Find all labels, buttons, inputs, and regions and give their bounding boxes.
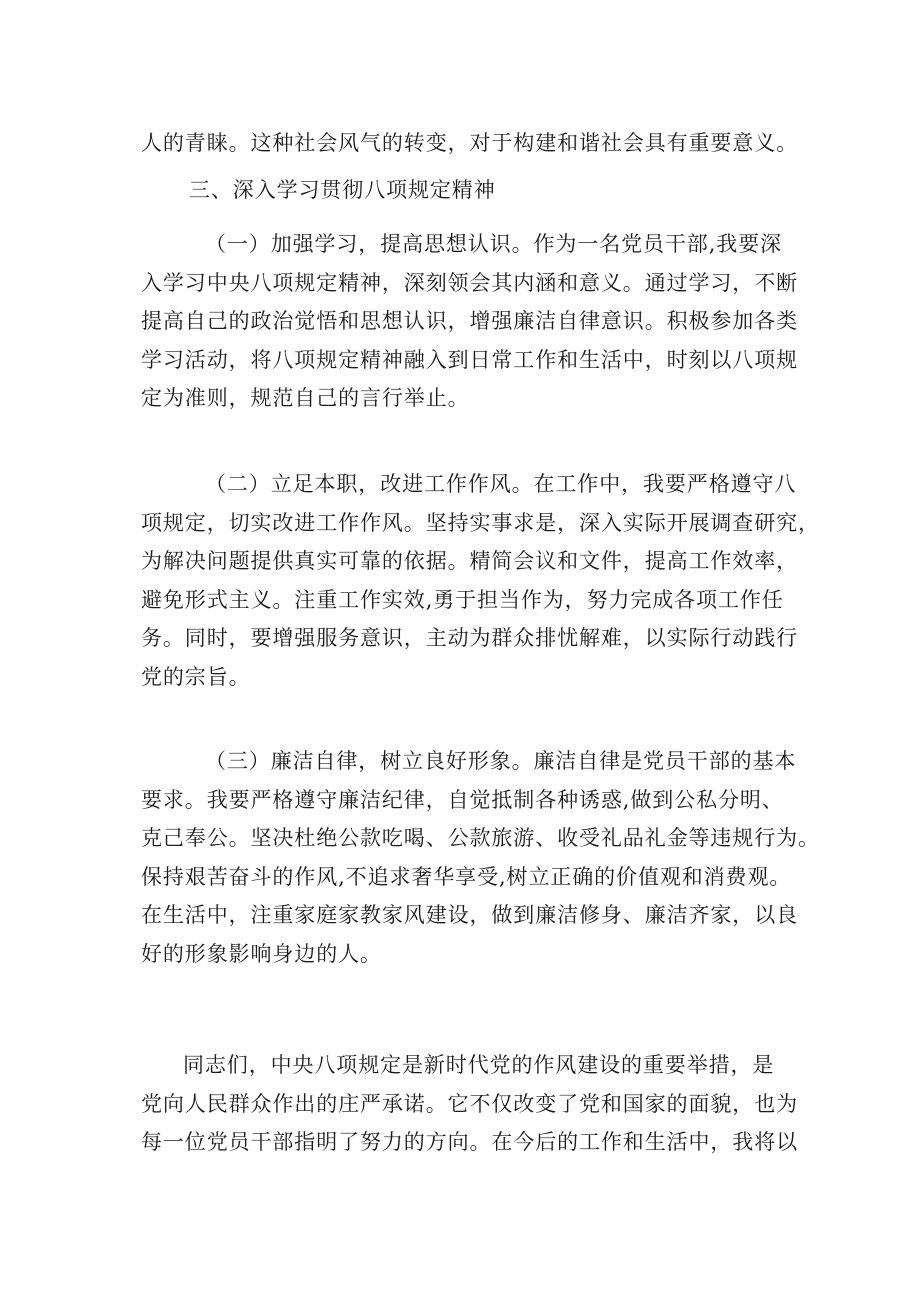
paragraph-work-style-line-5: 务。同时，要增强服务意识，主动为群众排忧解难，以实际行动践行: [141, 626, 798, 650]
paragraph-closing-line-2: 党向人民群众作出的庄严承诺。它不仅改变了党和国家的面貌，也为: [141, 1091, 798, 1116]
intro-line-1: 人的青睐。这种社会风气的转变，对于构建和谐社会具有重要意义。: [141, 131, 798, 155]
section-heading: [141, 171, 781, 210]
paragraph-work-style-line-2: 项规定，切实改进工作作风。坚持实事求是，深入实际开展调查研究，: [141, 510, 820, 535]
intro-paragraph-tail: [141, 124, 798, 163]
paragraph-integrity-line-6: 好的形象影响身边的人。: [141, 941, 382, 966]
paragraph-integrity: [141, 742, 820, 973]
paragraph-closing: [141, 1046, 798, 1162]
paragraph-integrity-line-5: 在生活中，注重家庭家教家风建设，做到廉洁修身、廉洁齐家，以良: [141, 903, 798, 927]
paragraph-study-line-5: 定为准则，规范自己的言行举止。: [141, 386, 470, 410]
paragraph-study-line-3: 提高自己的政治觉悟和思想认识，增强廉洁自律意识。积极参加各类: [141, 309, 798, 333]
paragraph-work-style-line-6: 党的宗旨。: [141, 664, 251, 689]
paragraph-integrity-line-4: 保持艰苦奋斗的作风,不追求奢华享受,树立正确的价值观和消费观。: [141, 864, 792, 889]
section-heading-text: 三、深入学习贯彻八项规定精神: [189, 178, 496, 202]
paragraph-study-line-2: 入学习中央八项规定精神，深刻领会其内涵和意义。通过学习，不断: [141, 270, 798, 295]
paragraph-study-line-1: （一）加强学习，提高思想认识。作为一名党员干部,我要深: [205, 232, 782, 256]
paragraph-closing-line-3: 每一位党员干部指明了努力的方向。在今后的工作和生活中，我将以: [141, 1130, 798, 1154]
paragraph-closing-line-1: 同志们，中央八项规定是新时代党的作风建设的重要举措，是: [183, 1053, 775, 1077]
paragraph-work-style-line-4: 避免形式主义。注重工作实效,勇于担当作为，努力完成各项工作任: [141, 587, 784, 612]
paragraph-study: [141, 225, 798, 418]
paragraph-study-line-4: 学习活动，将八项规定精神融入到日常工作和生活中，时刻以八项规: [141, 347, 798, 372]
paragraph-work-style-line-3: 为解决问题提供真实可靠的依据。精简会议和文件，提高工作效率，: [141, 549, 798, 573]
paragraph-work-style: [141, 465, 820, 696]
paragraph-integrity-line-2: 要求。我要严格遵守廉洁纪律，自觉抵制各种诱惑,做到公私分明、: [141, 787, 784, 812]
paragraph-integrity-line-3: 克己奉公。坚决杜绝公款吃喝、公款旅游、收受礼品礼金等违规行为。: [141, 826, 820, 850]
paragraph-integrity-line-1: （三）廉洁自律，树立良好形象。廉洁自律是党员干部的基本: [205, 749, 797, 773]
paragraph-work-style-line-1: （二）立足本职，改进工作作风。在工作中，我要严格遵守八: [205, 472, 797, 496]
